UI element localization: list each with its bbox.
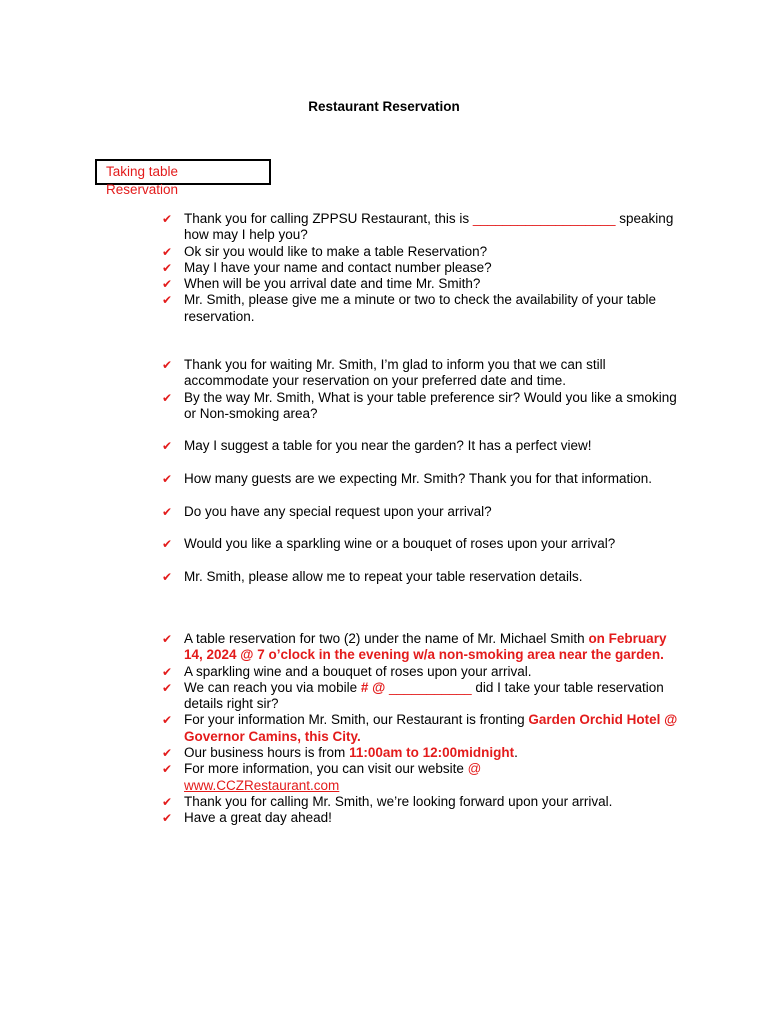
list-item: ✔ Thank you for waiting Mr. Smith, I’m glad to inform you that we can still accommodate your reservation on your preferred date and time. xyxy=(162,357,606,389)
list-item: ✔ Our business hours is from 11:00am to 12:00midnight. xyxy=(162,745,518,761)
website-link[interactable]: www.CCZRestaurant.com xyxy=(184,777,340,793)
check-icon: ✔ xyxy=(162,439,173,454)
section-box xyxy=(95,159,271,197)
check-icon: ✔ xyxy=(162,632,173,646)
check-icon: ✔ xyxy=(162,260,173,275)
document-title: Restaurant Reservation xyxy=(308,99,460,114)
check-icon: ✔ xyxy=(162,794,173,809)
list-item: ✔ Mr. Smith, please allow me to repeat your table reservation details. xyxy=(162,568,583,584)
list-item: ✔ Thank you for calling ZPPSU Restaurant, this is ___________________ speaking how may I help you? xyxy=(162,211,674,243)
list-item: ✔ Have a great day ahead! xyxy=(162,810,332,826)
list-item: ✔ Thank you for calling Mr. Smith, we’re looking forward upon your arrival. xyxy=(162,793,613,809)
greeting-list xyxy=(162,211,682,325)
check-icon: ✔ xyxy=(162,244,173,259)
list-item: ✔ We can reach you via mobile # @ ___________ did I take your table reservation details right sir? xyxy=(162,679,664,712)
list-item: ✔ Do you have any special request upon your arrival? xyxy=(162,503,492,519)
check-icon: ✔ xyxy=(162,569,173,584)
location-highlight: Garden Orchid Hotel @ Governor Camins, this City. xyxy=(184,712,678,744)
list-item: ✔ How many guests are we expecting Mr. Smith? Thank you for that information. xyxy=(162,471,652,487)
check-icon: ✔ xyxy=(162,390,173,405)
reservation-details-list xyxy=(162,631,682,827)
list-item: ✔ Ok sir you would like to make a table Reservation? xyxy=(162,243,488,259)
check-icon: ✔ xyxy=(162,293,173,308)
check-icon: ✔ xyxy=(162,472,173,487)
list-item: ✔ A sparkling wine and a bouquet of roses upon your arrival. xyxy=(162,663,532,679)
check-icon: ✔ xyxy=(162,713,173,728)
list-item: ✔ By the way Mr. Smith, What is your table preference sir? Would you like a smoking or Non-smoking area? xyxy=(162,389,677,421)
check-icon: ✔ xyxy=(162,680,173,695)
check-icon: ✔ xyxy=(162,664,173,679)
check-icon: ✔ xyxy=(162,504,173,519)
mobile-blank: ___________ xyxy=(389,679,472,695)
list-item: ✔ Mr. Smith, please give me a minute or two to check the availability of your table reservation. xyxy=(162,292,656,324)
check-icon: ✔ xyxy=(162,358,173,372)
section-box-label-cut: Reservation xyxy=(106,182,179,197)
list-item: ✔ May I have your name and contact number please? xyxy=(162,259,492,275)
reservation-questions-list xyxy=(162,357,682,585)
check-icon: ✔ xyxy=(162,537,173,552)
section-box-label: Taking table xyxy=(106,164,179,179)
reservation-details-highlight: on February 14, 2024 @ 7 o’clock in the evening w/a non-smoking area near the garden. xyxy=(184,631,667,663)
check-icon: ✔ xyxy=(162,212,173,226)
list-item: ✔ When will be you arrival date and time Mr. Smith? xyxy=(162,276,481,292)
check-icon: ✔ xyxy=(162,746,173,761)
list-item: ✔ A table reservation for two (2) under the name of Mr. Michael Smith on February 14, 2024 @ 7 o’clock in the evening w/a non-smoking area near the garden. xyxy=(162,631,667,663)
check-icon: ✔ xyxy=(162,762,173,777)
list-item: ✔ Would you like a sparkling wine or a bouquet of roses upon your arrival? xyxy=(162,536,616,552)
check-icon: ✔ xyxy=(162,811,173,826)
hours-highlight: 11:00am to 12:00midnight xyxy=(349,745,515,761)
name-blank: ___________________ xyxy=(472,211,616,226)
check-icon: ✔ xyxy=(162,277,173,292)
list-item: ✔ May I suggest a table for you near the garden? It has a perfect view! xyxy=(162,438,592,454)
list-item: ✔ For more information, you can visit our website @ www.CCZRestaurant.com xyxy=(162,761,482,793)
list-item: ✔ For your information Mr. Smith, our Restaurant is fronting Garden Orchid Hotel @ Governor Camins, this City. xyxy=(162,712,678,744)
